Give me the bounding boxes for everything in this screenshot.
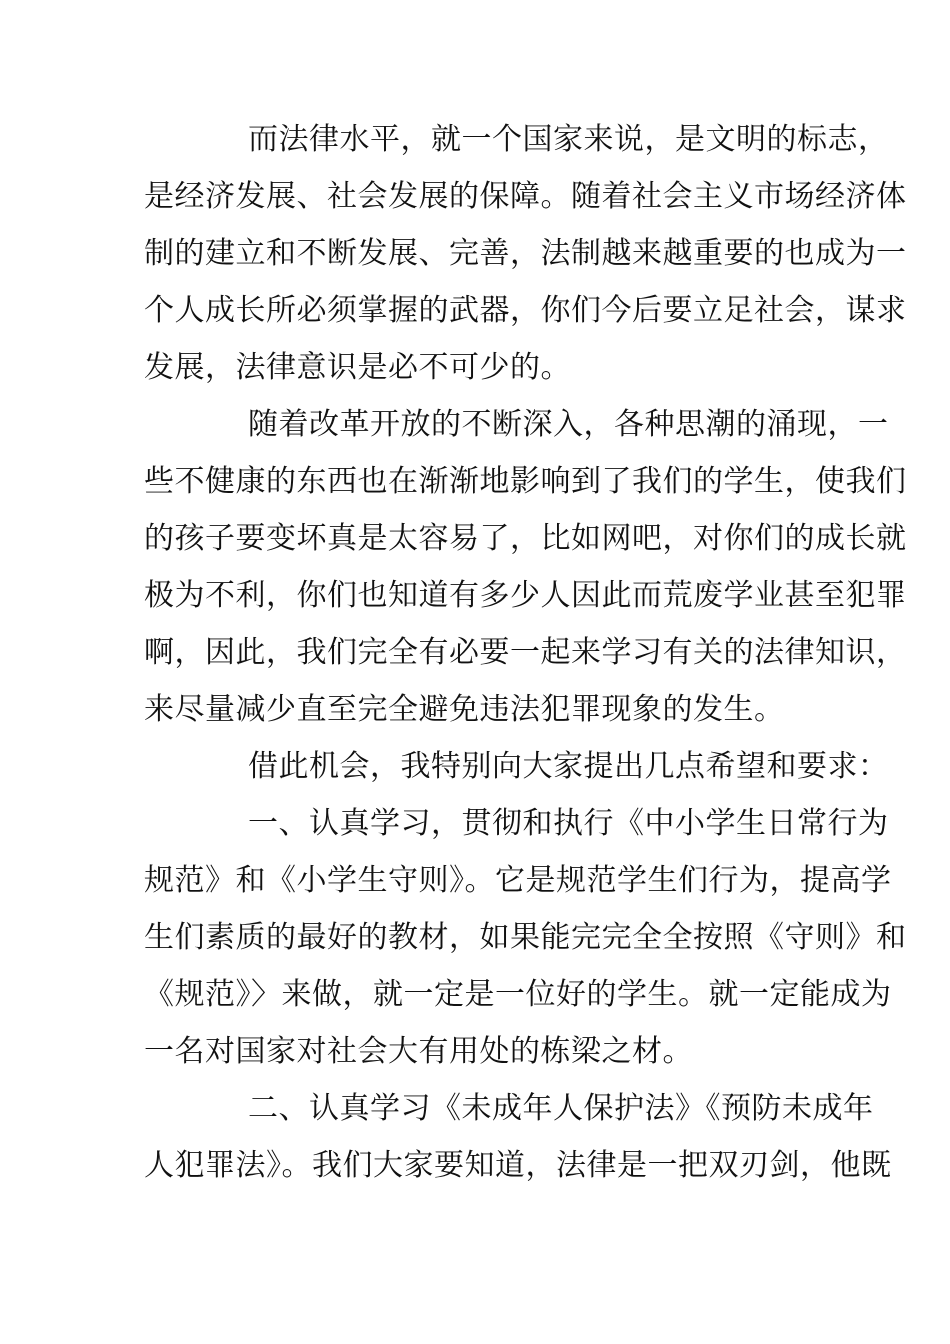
paragraph-2-line-4: 极为不利，你们也知道有多少人因此而荒废学业甚至犯罪 xyxy=(144,578,907,613)
paragraph-1-line-1: 而法律水平，就一个国家来说，是文明的标志， xyxy=(248,122,889,157)
paragraph-4-line-2: 规范》和《小学生守则》。它是规范学生们行为，提高学 xyxy=(144,863,892,898)
paragraph-2-line-1: 随着改革开放的不断深入，各种思潮的涌现，一 xyxy=(248,407,889,442)
paragraph-5-line-1: 二、认真学习《未成年人保护法》《预防未成年 xyxy=(248,1091,874,1126)
paragraph-2-line-5: 啊，因此，我们完全有必要一起来学习有关的法律知识， xyxy=(144,635,907,670)
paragraph-1-line-4: 个人成长所必须掌握的武器，你们今后要立足社会，谋求 xyxy=(144,293,907,328)
paragraph-4-line-5: 一名对国家对社会大有用处的栋梁之材。 xyxy=(144,1034,693,1069)
paragraph-4-line-3: 生们素质的最好的教材，如果能完完全全按照《守则》和 xyxy=(144,920,907,955)
paragraph-1-line-2: 是经济发展、社会发展的保障。随着社会主义市场经济体 xyxy=(144,179,907,214)
paragraph-1-line-3: 制的建立和不断发展、完善，法制越来越重要的也成为一 xyxy=(144,236,907,271)
paragraph-4-line-1: 一、认真学习，贯彻和执行《中小学生日常行为 xyxy=(248,806,889,841)
paragraph-2-line-2: 些不健康的东西也在渐渐地影响到了我们的学生，使我们 xyxy=(144,464,907,499)
paragraph-5-line-2: 人犯罪法》。我们大家要知道，法律是一把双刃剑，他既 xyxy=(144,1148,892,1183)
paragraph-4-line-4: 《规范》〉来做，就一定是一位好的学生。就一定能成为 xyxy=(144,977,892,1012)
paragraph-2-line-6: 来尽量减少直至完全避免违法犯罪现象的发生。 xyxy=(144,692,785,727)
paragraph-2-line-3: 的孩子要变坏真是太容易了，比如网吧，对你们的成长就 xyxy=(144,521,907,556)
paragraph-3-line-1: 借此机会，我特别向大家提出几点希望和要求： xyxy=(248,749,889,784)
paragraph-1-line-5: 发展，法律意识是必不可少的。 xyxy=(144,350,571,385)
